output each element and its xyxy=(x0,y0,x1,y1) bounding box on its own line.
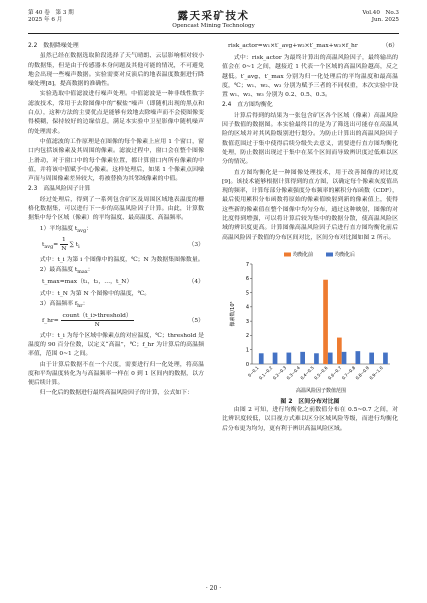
x-tick-label: 0.2~0.3 xyxy=(271,365,288,381)
legend-swatch-after xyxy=(326,252,333,256)
x-tick-label: 0.4~0.5 xyxy=(299,365,315,381)
paragraph: 式中：risk_actor 为最终计算出的高温风险因子，最终输出的值会在 0~1 之间，越接近 1 代表一个区域的高温风险越高，反之越低。t′_avg、t′_max 分别为归一化处理后的平均温度和最高温度，℃；w₁、w₂、w₃ 分别为赋予三者的不同权重，本次实验中设置 w₁、w₂、w₃ 分别为 0.2、0.5、0.3。 xyxy=(222,55,398,99)
equation-note: 式中：t_i 为每个区域中像素点的对应温度，℃；threshold 是温度的 90 百分位数，以定义“高温”，℃；f_hr 为计算后的高温频率值，范围 0~1 之间。 xyxy=(28,332,204,358)
chart-legend xyxy=(284,251,355,258)
x-tick-label: 0.9~1.0 xyxy=(368,365,384,381)
paragraph: 中值滤波的工作原理是在图像的每个像素上应用 1 个窗口，窗口内包括该像素及其周围的像素。滤波过程中，窗口会在整个图像上滑动，对于窗口中的每个像素位置，都计算窗口内所有像素的中值，并将该中值赋予中心像素。这样处理后，如果 1 个像素点因噪声而与周围像素差异较大，将被替换为其邻域像素的中值。 xyxy=(28,138,204,183)
volume-en: Vol.40 No.3 xyxy=(362,10,399,16)
x-tick-label: 0.6~0.7 xyxy=(326,365,343,381)
paragraph: 计算后得到的结果为一张包含矿区各个区域（像素）高温风险因子数值的数据图。本实验最终目的是为了筛选出可能存在高温风险的区域并对其风险级别进行划分。为防止计算出的高温风险因子数值范围过于集中使得后续分级失去意义，需要进行直方图均衡化处理，防止数据出现过于集中在某个区间而导致辨识度过低难以区分的情况。 xyxy=(222,112,398,166)
legend-swatch-before xyxy=(284,252,291,256)
equation-number: （5） xyxy=(188,317,204,324)
volume-cn: 第 40 卷 第 3 期 xyxy=(28,10,74,16)
header-right xyxy=(362,10,399,24)
equation-number: （4） xyxy=(188,278,204,285)
paragraph: 虽然已经在数据选取阶段选择了天气晴朗、云层影响相对较小的数据集，但是由于传感器本身问题及其他可能的情况，不可避免地会出现一些噪声数据。实验需要对反演后的地表温度数据进行降噪处理[8]，提高数据的准确性。 xyxy=(28,53,204,88)
y-tick-label: 1 xyxy=(245,347,249,354)
x-tick-label: 0.1~0.2 xyxy=(257,365,274,381)
page-header xyxy=(28,10,399,32)
y-tick-label: 6 xyxy=(245,276,249,283)
bar-after xyxy=(356,351,361,364)
x-tick-label: 0.7~0.8 xyxy=(340,365,357,381)
equation-note: 式中：t_i 为第 i 个图像中的温度，℃；N 为数据集图像数量。 xyxy=(39,257,204,264)
x-tick-label: 0~0.1 xyxy=(246,365,260,378)
y-tick-label: 4 xyxy=(245,304,249,311)
bar-after xyxy=(273,353,278,364)
header-center xyxy=(28,10,399,30)
paragraph: 归一化后的数据进行最终高温风险因子的计算，公式如下： xyxy=(39,390,193,397)
chart-bars xyxy=(259,280,388,364)
figure-caption: 图 2 区间分布对比图 xyxy=(280,398,340,405)
x-axis-label: 高温风险因子数值范围 xyxy=(295,387,347,394)
list-item-max-temp: 2）最高温度 $t_{max}$： xyxy=(39,267,94,276)
paragraph: 经过处理后，得到了一系列包含矿区及周围区域地表温度的栅格化数据集，可以进行下一步的高温风险因子计算。由此，计算数据集中每个区域（像素）的平均温度、最高温度、高温频率。 xyxy=(28,196,204,222)
paragraph: 直方图均衡化是一种图像处理技术，用于改善图像的对比度[9]。该技术能够根据计算得到的直方图，以确定每个像素灰度值出现的频率，计算每部分像素强度分布频率的累积分布函数（CDF），最后使用累积分布函数将原始的像素值映射到新的像素值上，使得这些新的像素值在整个图像中均匀分布，通过这种映射，图像的对比度得到增强，可以将计算后较为集中的数据分散，使高温风险区域的辨识度更高。计算图像高温风险因子后进行直方图均衡化前后高温风险因子数值的分布区间对比，区间分布对比图如图 2 所示。 xyxy=(222,169,398,241)
date-cn: 2025 年 6 月 xyxy=(28,17,63,23)
section-heading-2-2: 2.2 数据降噪处理 xyxy=(28,43,79,49)
journal-title-en: Opencast Mining Technology xyxy=(172,23,255,29)
distribution-chart xyxy=(222,246,398,396)
section-heading-2-4: 2.4 直方图均衡化 xyxy=(222,102,273,109)
equation-number: （3） xyxy=(188,242,204,249)
y-tick-label: 5 xyxy=(245,290,249,297)
bar-before xyxy=(337,338,342,364)
journal-title-cn: 露天采矿技术 xyxy=(177,10,250,22)
section-heading-2-3: 2.3 高温风险因子计算 xyxy=(28,186,91,193)
y-tick-label: 2 xyxy=(245,333,249,340)
left-column xyxy=(28,42,204,400)
list-item-high-temp-freq: 3）高温频率 $f_{hr}$： xyxy=(39,301,89,310)
legend-label-before: 均衡化前 xyxy=(293,251,314,258)
bar-before xyxy=(323,280,328,364)
bar-after xyxy=(314,353,319,364)
y-tick-label: 0 xyxy=(245,361,249,368)
list-item-avg-temp: 1）平均温度 $t_{avg}$： xyxy=(39,225,92,234)
equation-number: （6） xyxy=(382,43,398,49)
bar-after xyxy=(342,352,347,364)
right-column xyxy=(222,42,398,435)
x-tick-label: 0.8~0.9 xyxy=(354,365,371,381)
bar-after xyxy=(369,353,374,364)
equation-3: $t_{avg}=$ $\frac{1}{N}$ ∑ $t_i$ （3） xyxy=(42,237,204,253)
paragraph: 由于计算后数据不在一个尺度，需要进行归一化处理，将高温度和平均温度转化为与高温频率一样在 0 到 1 区间内的数据，以方便后续计算。 xyxy=(28,361,204,387)
equation-6: risk_actor=w₁×t′_avg+w₂×t′_max+w₃×f_hr （6） xyxy=(228,43,398,49)
equation-note: 式中：t_N 为第 N 个图像中的温度，℃。 xyxy=(39,290,151,297)
y-tick-label: 7 xyxy=(245,261,249,268)
y-tick-label: 3 xyxy=(245,318,249,325)
legend-label-after: 均衡化后 xyxy=(335,251,356,258)
date-en: Jun. 2025 xyxy=(371,17,399,23)
bar-after xyxy=(287,353,292,364)
page-number: · 20 · xyxy=(205,585,222,592)
bar-after xyxy=(328,353,333,364)
equation-4: t_max=max（t₁，t₂，…，t_N） （4） xyxy=(42,278,204,285)
header-divider xyxy=(28,33,399,34)
paragraph: 实验选取中值滤波进行噪声处理。中值滤波是一种非线性数字滤波技术，常用于去除图像中的“椒盐”噪声（即随机出现的黑点和白点），这种方法的主要优点是能够有效地去除噪声而不会使图像变得模糊，保持较好的边缘信息，满足本实验中卫星影像中随机噪声的处理需求。 xyxy=(28,91,204,135)
x-tick-label: 0.3~0.4 xyxy=(285,365,302,381)
equation-5: f_hr= $\frac{\text{count（t\_i>threshold）}}{N}$ （5） xyxy=(42,312,204,328)
y-axis-label: 像素数/10⁵ xyxy=(230,301,236,327)
figure-2 xyxy=(222,246,398,406)
paragraph: 由图 2 可知，进行均衡化之前数值分布在 0.5~0.7 之间，对比辨识度较低，以目视方式难以区分区域风险等级，而进行均衡化后分布更为均匀，更有利于辨识高温风险区域。 xyxy=(222,406,398,432)
x-tick-label: 0.5~0.6 xyxy=(313,365,329,381)
bar-after xyxy=(259,353,264,364)
bar-after xyxy=(300,352,305,364)
bar-after xyxy=(383,353,388,364)
